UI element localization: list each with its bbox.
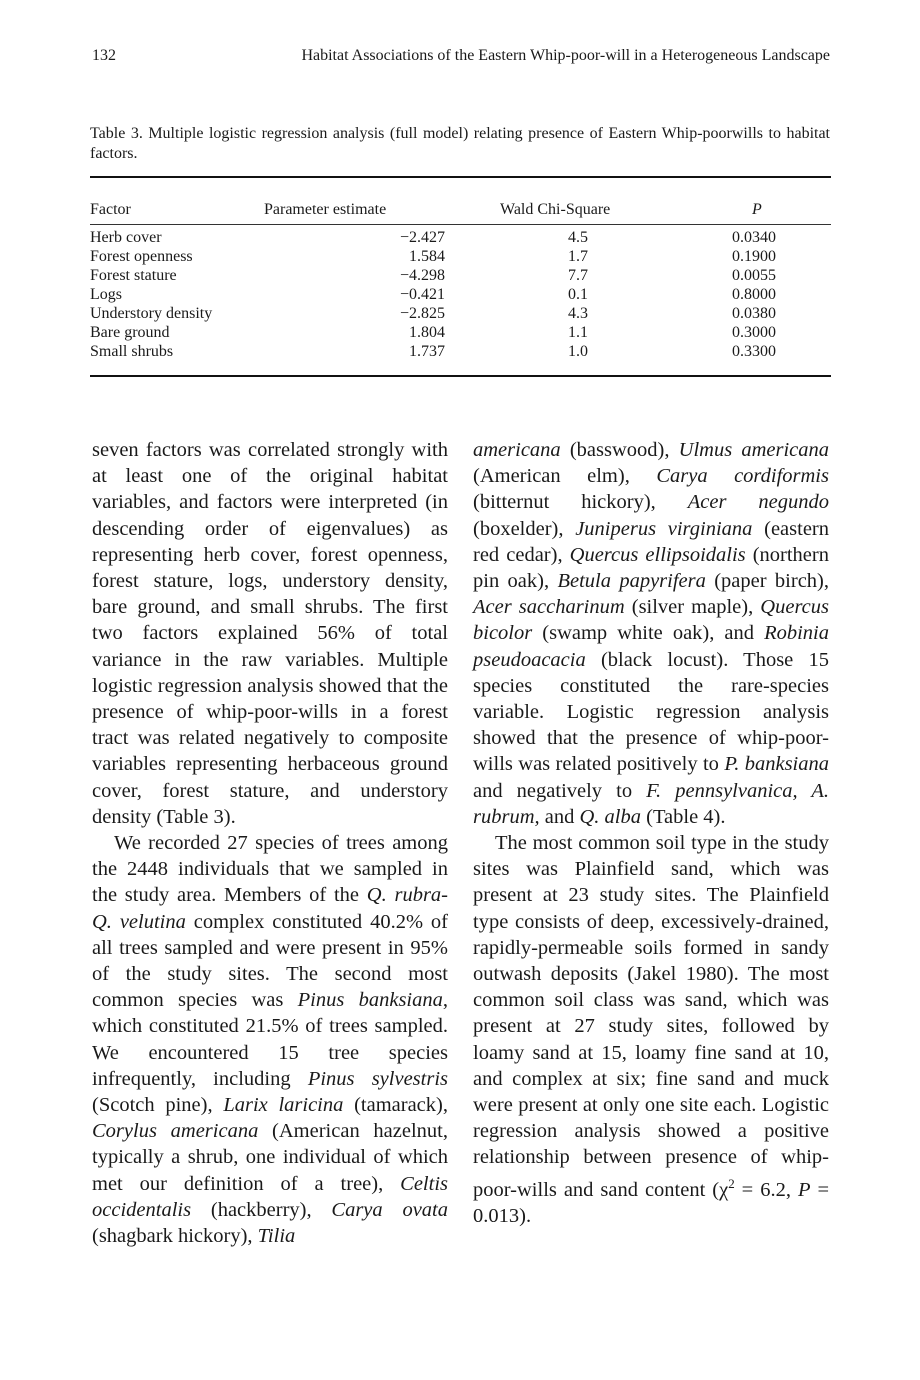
cell-estimate: −0.421 bbox=[399, 286, 445, 303]
page-number: 132 bbox=[92, 47, 116, 64]
cell-factor: Forest openness bbox=[90, 248, 193, 265]
table-bottom-rule bbox=[90, 375, 831, 377]
running-title: Habitat Associations of the Eastern Whip-poor-will in a Heterogeneous Landscape bbox=[301, 47, 830, 64]
cell-wald: 1.7 bbox=[568, 248, 588, 265]
cell-factor: Logs bbox=[90, 286, 122, 303]
cell-estimate: −4.298 bbox=[399, 267, 445, 284]
column-header-wald: Wald Chi-Square bbox=[500, 201, 611, 218]
cell-wald: 0.1 bbox=[568, 286, 588, 303]
cell-factor: Bare ground bbox=[90, 324, 170, 341]
table-row bbox=[90, 343, 831, 363]
cell-estimate: 1.737 bbox=[409, 343, 445, 360]
cell-estimate: 1.804 bbox=[409, 324, 445, 341]
cell-p: 0.0380 bbox=[732, 305, 776, 322]
table-row bbox=[90, 267, 831, 287]
paragraph: americana (basswood), Ulmus americana (American elm), Carya cordiformis (bitternut hickory), Acer negundo (boxelder), Juniperus virginiana (eastern red cedar), Quercus ellipsoidalis (northern pin oak), Betula papyrifera (paper birch), Acer saccharinum (silver maple), Quercus bicolor (swamp white oak), and Robinia pseudoacacia (black locust). Those 15 species constituted the rare-species variable. Logistic regression analysis showed that the presence of whip-poor-wills was related positively to P. banksiana and negatively to F. pennsylvanica, A. rubrum, and Q. alba (Table 4). bbox=[473, 439, 830, 828]
cell-wald: 4.3 bbox=[568, 305, 588, 322]
cell-p: 0.0340 bbox=[732, 229, 776, 246]
table-row bbox=[90, 286, 831, 306]
table-header-row bbox=[90, 201, 831, 221]
table-row bbox=[90, 229, 831, 249]
cell-factor: Small shrubs bbox=[90, 343, 174, 360]
body-column-left bbox=[92, 437, 448, 1249]
table-caption: Table 3. Multiple logistic regression analysis (full model) relating presence of Eastern Whip-poorwills to habitat factors. bbox=[90, 125, 830, 162]
cell-factor: Understory density bbox=[90, 305, 213, 322]
cell-wald: 1.1 bbox=[568, 324, 588, 341]
table-top-rule bbox=[90, 176, 831, 178]
paragraph: seven factors was correlated strongly with at least one of the original habitat variables, and factors were interpreted (in descending order of eigenvalues) as representing herb cover, forest openness, forest stature, logs, understory density, bare ground, and small shrubs. The first two factors explained 56% of total variance in the raw variables. Multiple logistic regression analysis showed that the presence of whip-poor-wills in a forest tract was related negatively to composite variables representing herbaceous ground cover, forest stature, and understory density (Table 3). bbox=[92, 439, 448, 828]
cell-estimate: −2.427 bbox=[399, 229, 445, 246]
paragraph: The most common soil type in the study sites was Plainfield sand, which was present at 23 study sites. The Plainfield type consists of deep, excessively-drained, rapidly-permeable soils formed in sandy outwash deposits (Jakel 1980). The most common soil class was sand, which was present at 27 study sites, followed by loamy sand at 15, loamy fine sand at 10, and complex at six; fine sand and muck were present at only one site each. Logistic regression analysis showed a positive relationship between presence of whip-poor-wills and sand content ($\chi^2 = 6.2$, P = 0.013). bbox=[473, 832, 830, 1227]
body-column-right bbox=[473, 437, 829, 1229]
cell-factor: Forest stature bbox=[90, 267, 177, 284]
cell-estimate: 1.584 bbox=[409, 248, 445, 265]
column-header-factor: Factor bbox=[90, 201, 131, 218]
cell-p: 0.1900 bbox=[732, 248, 776, 265]
paragraph: We recorded 27 species of trees among the 2448 individuals that we sampled in the study area. Members of the Q. rubra-Q. velutina complex constituted 40.2% of all trees sampled and were present in 95% of the study sites. The second most common species was Pinus banksiana, which constituted 21.5% of trees sampled. We encountered 15 tree species infrequently, including Pinus sylvestris (Scotch pine), Larix laricina (tamarack), Corylus americana (American hazelnut, typically a shrub, one individual of which met our definition of a tree), Celtis occidentalis (hackberry), Carya ovata (shagbark hickory), Tilia bbox=[92, 832, 449, 1248]
cell-factor: Herb cover bbox=[90, 229, 162, 246]
column-header-p: P bbox=[752, 201, 762, 218]
cell-p: 0.8000 bbox=[732, 286, 776, 303]
cell-wald: 1.0 bbox=[568, 343, 588, 360]
cell-p: 0.0055 bbox=[732, 267, 776, 284]
cell-p: 0.3000 bbox=[732, 324, 776, 341]
table-row bbox=[90, 305, 831, 325]
cell-p: 0.3300 bbox=[732, 343, 776, 360]
column-header-estimate: Parameter estimate bbox=[264, 201, 387, 218]
cell-wald: 7.7 bbox=[568, 267, 588, 284]
running-header bbox=[92, 47, 830, 73]
table-header-rule bbox=[90, 224, 831, 225]
cell-estimate: −2.825 bbox=[399, 305, 445, 322]
cell-wald: 4.5 bbox=[568, 229, 588, 246]
table-row bbox=[90, 324, 831, 344]
table-row bbox=[90, 248, 831, 268]
